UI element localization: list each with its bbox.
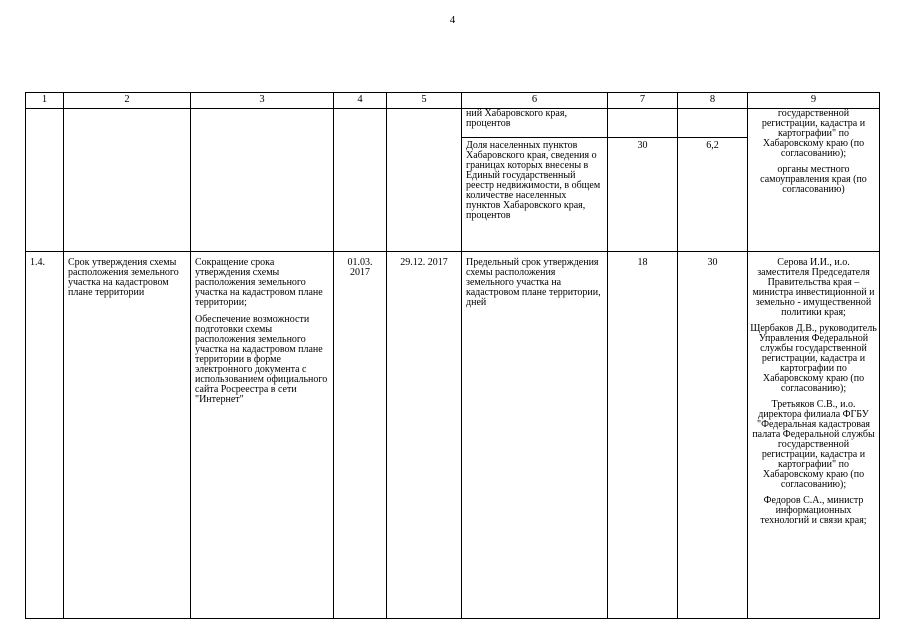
cell-empty	[608, 109, 678, 138]
indicator-share: Доля населенных пунктов Хабаровского края, сведения о границах которых внесены в Единый государственный реестр недвижимости, в общем количестве населенных пунктов Хабаровского края, процентов	[462, 138, 608, 252]
header-cell-2: 2	[64, 93, 191, 109]
indicator: Предельный срок утверждения схемы расположения земельного участка на кадастровом плане территории, дней	[462, 252, 608, 619]
target-value: 30	[608, 138, 678, 252]
page-number: 4	[449, 14, 456, 26]
cell-empty	[678, 109, 748, 138]
target-value: 18	[608, 252, 678, 619]
table-row	[26, 252, 880, 619]
header-cell-7: 7	[608, 93, 678, 109]
cell-empty	[64, 109, 191, 252]
header-cell-3: 3	[191, 93, 334, 109]
cell-empty	[191, 109, 334, 252]
table-row-continued	[26, 109, 880, 138]
expected-result: Сокращение срока утверждения схемы расположения земельного участка на кадастровом плане территории; Обеспечение возможности подготовки схемы расположения земельного участка на кадастровом плане территории в форме электронного документа с использованием официального сайта Росреестра в сети "Интернет"	[191, 252, 334, 619]
measures-table	[25, 92, 880, 619]
cell-empty	[387, 109, 462, 252]
start-date: 01.03. 2017	[334, 252, 387, 619]
header-row	[26, 93, 880, 109]
header-cell-9: 9	[748, 93, 880, 109]
cell-empty	[334, 109, 387, 252]
event-name: Срок утверждения схемы расположения земельного участка на кадастровом плане территории	[64, 252, 191, 619]
header-cell-8: 8	[678, 93, 748, 109]
responsible-persons: Серова И.И., и.о. заместителя Председателя Правительства края – министра инвестиционной и земельно - имущественной политики края; Щербаков Д.В., руководитель Управления Федеральной службы государственной регистрации, кадастра и картографии по Хабаровскому краю (по согласованию); Третьяков С.В., и.о. директора филиала ФГБУ "Федеральная кадастровая палата Федеральной службы государственной регистрации, кадастра и картографии" по Хабаровскому краю (по согласованию); Федоров С.А., министр информационных технологий и связи края;	[748, 252, 880, 619]
header-cell-5: 5	[387, 93, 462, 109]
header-cell-4: 4	[334, 93, 387, 109]
cell-empty	[26, 109, 64, 252]
end-date: 29.12. 2017	[387, 252, 462, 619]
row-number: 1.4.	[26, 252, 64, 619]
current-value: 6,2	[678, 138, 748, 252]
current-value: 30	[678, 252, 748, 619]
responsible-continued: государственной регистрации, кадастра и картографии" по Хабаровскому краю (по согласованию); органы местного самоуправления края (по согласованию)	[748, 109, 880, 252]
indicator-continued: ний Хабаровского края, процентов	[462, 109, 608, 138]
header-cell-6: 6	[462, 93, 608, 109]
header-cell-1: 1	[26, 93, 64, 109]
